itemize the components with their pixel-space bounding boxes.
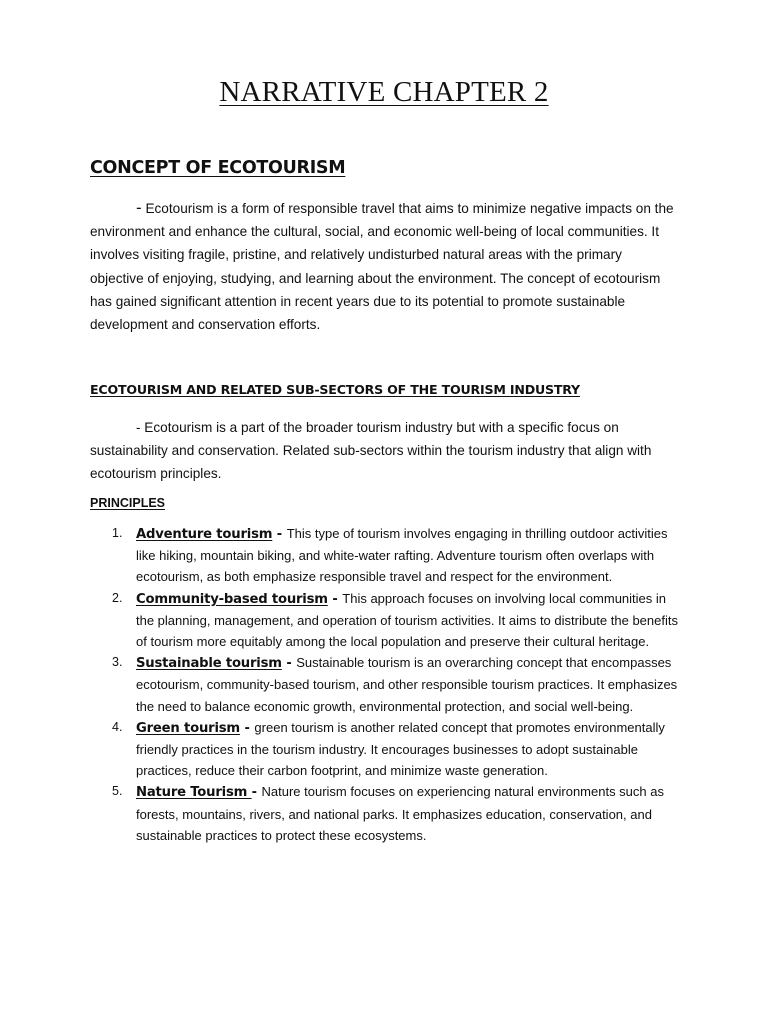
list-separator: - — [272, 527, 287, 542]
list-term: Community-based tourism — [136, 591, 328, 607]
list-item — [90, 588, 678, 653]
list-text: green tourism is another related concept that promotes environmentally friendly practices in the tourism industry. It encourages businesses to adopt sustainable practices, reduce their carbon footprint, and minimize waste generation. — [136, 719, 665, 779]
list-term: Nature Tourism — [136, 785, 252, 801]
section-paragraph-concept — [90, 196, 678, 336]
section-paragraph-subsectors — [90, 416, 678, 486]
section-heading-concept: CONCEPT OF ECOTOURISM — [90, 158, 346, 178]
list-number: 1. — [112, 526, 123, 540]
list-text: This approach focuses on involving local communities in the planning, management, and operation of tourism activities. It aims to distribute the benefits of tourism more equitably among the local population and preserve their cultural heritage. — [136, 590, 678, 650]
paragraph-dash: - — [136, 198, 142, 217]
principles-heading: PRINCIPLES — [90, 496, 166, 510]
list-number: 3. — [112, 655, 123, 670]
section-heading-subsectors: ECOTOURISM AND RELATED SUB-SECTORS OF THE TOURISM INDUSTRY — [90, 382, 580, 397]
paragraph-text: Ecotourism is a form of responsible travel that aims to minimize negative impacts on the environment and enhance the cultural, social, and economic well-being of local communities. It involves visiting fragile, pristine, and relatively undisturbed natural areas with the primary objective of enjoying, studying, and learning about the environment. The concept of ecotourism has gained significant attention in recent years due to its potential to promote sustainable development and conservation efforts. — [90, 201, 674, 333]
list-number: 4. — [112, 719, 123, 734]
list-text: This type of tourism involves engaging in thrilling outdoor activities like hiking, mountain biking, and white-water rafting. Adventure tourism often overlaps with ecotourism, as both emphasize responsible travel and respect for the environment. — [136, 526, 668, 585]
list-separator: - — [251, 785, 262, 801]
list-item — [90, 652, 678, 717]
principles-list — [90, 523, 678, 846]
list-text: Sustainable tourism is an overarching concept that encompasses ecotourism, community-based tourism, and other responsible tourism practices. It emphasizes the need to balance economic growth, environmental protection, and social well-being. — [136, 655, 678, 714]
list-text: Nature tourism focuses on experiencing natural environments such as forests, mountains, rivers, and national parks. It emphasizes education, conservation, and sustainable practices to protect these ecosystems. — [136, 784, 664, 843]
list-item — [90, 781, 678, 846]
list-number: 2. — [112, 590, 123, 605]
list-number: 5. — [112, 784, 123, 799]
list-term: Green tourism — [136, 720, 240, 736]
list-term: Sustainable tourism — [136, 656, 282, 672]
list-item — [90, 523, 678, 588]
list-separator: - — [239, 720, 255, 736]
list-separator: - — [327, 591, 343, 607]
list-separator: - — [281, 656, 297, 672]
list-item — [90, 717, 678, 782]
list-term: Adventure tourism — [136, 527, 273, 542]
paragraph-text: - Ecotourism is a part of the broader tourism industry but with a specific focus on sustainability and conservation. Related sub-sectors within the tourism industry that align with ecotourism principles. — [90, 420, 652, 482]
document-title: NARRATIVE CHAPTER 2 — [219, 76, 549, 108]
